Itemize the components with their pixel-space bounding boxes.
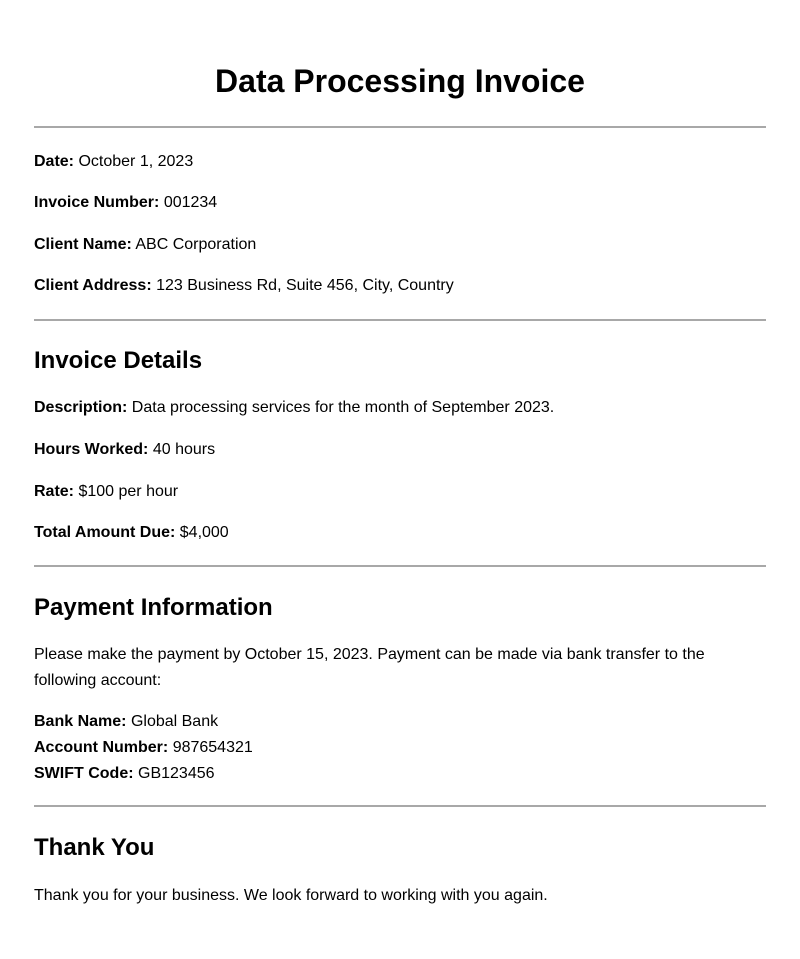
client-address-row <box>34 275 454 297</box>
invoice-number-row <box>34 192 217 214</box>
date-value: October 1, 2023 <box>78 153 194 170</box>
bank-name-row <box>34 711 218 733</box>
account-number-label: Account Number: <box>34 739 169 756</box>
bank-name-label: Bank Name: <box>34 713 127 730</box>
account-number-row <box>34 737 253 759</box>
rate-value: $100 per hour <box>78 483 179 500</box>
thank-you-message: Thank you for your business. We look forward to working with you again. <box>34 887 548 904</box>
swift-code-label: SWIFT Code: <box>34 765 134 782</box>
hours-value: 40 hours <box>152 441 216 458</box>
divider <box>34 126 766 128</box>
description-value: Data processing services for the month of September 2023. <box>131 399 555 416</box>
rate-label: Rate: <box>34 483 75 500</box>
description-row <box>34 397 554 419</box>
swift-code-value: GB123456 <box>138 765 215 782</box>
rate-row <box>34 481 178 503</box>
client-name-label: Client Name: <box>34 236 132 253</box>
total-label: Total Amount Due: <box>34 524 176 541</box>
total-row <box>34 522 229 544</box>
client-name-value: ABC Corporation <box>135 236 257 253</box>
account-number-value: 987654321 <box>172 739 253 756</box>
client-address-label: Client Address: <box>34 277 152 294</box>
page-title: Data Processing Invoice <box>215 63 585 99</box>
hours-label: Hours Worked: <box>34 441 149 458</box>
divider <box>34 565 766 567</box>
payment-instructions: Please make the payment by October 15, 2023. Payment can be made via bank transfer to the following account: <box>34 646 705 689</box>
payment-information-heading: Payment Information <box>34 594 273 621</box>
invoice-details-heading: Invoice Details <box>34 347 203 374</box>
hours-row <box>34 439 215 461</box>
thank-you-heading: Thank You <box>34 834 155 861</box>
swift-code-row <box>34 763 215 785</box>
description-label: Description: <box>34 399 128 416</box>
date-row <box>34 151 193 173</box>
bank-name-value: Global Bank <box>130 713 219 730</box>
divider <box>34 319 766 321</box>
client-name-row <box>34 234 256 256</box>
invoice-number-label: Invoice Number: <box>34 194 160 211</box>
total-value: $4,000 <box>179 524 229 541</box>
client-address-value: 123 Business Rd, Suite 456, City, Country <box>156 277 454 294</box>
date-label: Date: <box>34 153 75 170</box>
invoice-number-value: 001234 <box>163 194 218 211</box>
divider <box>34 805 766 807</box>
